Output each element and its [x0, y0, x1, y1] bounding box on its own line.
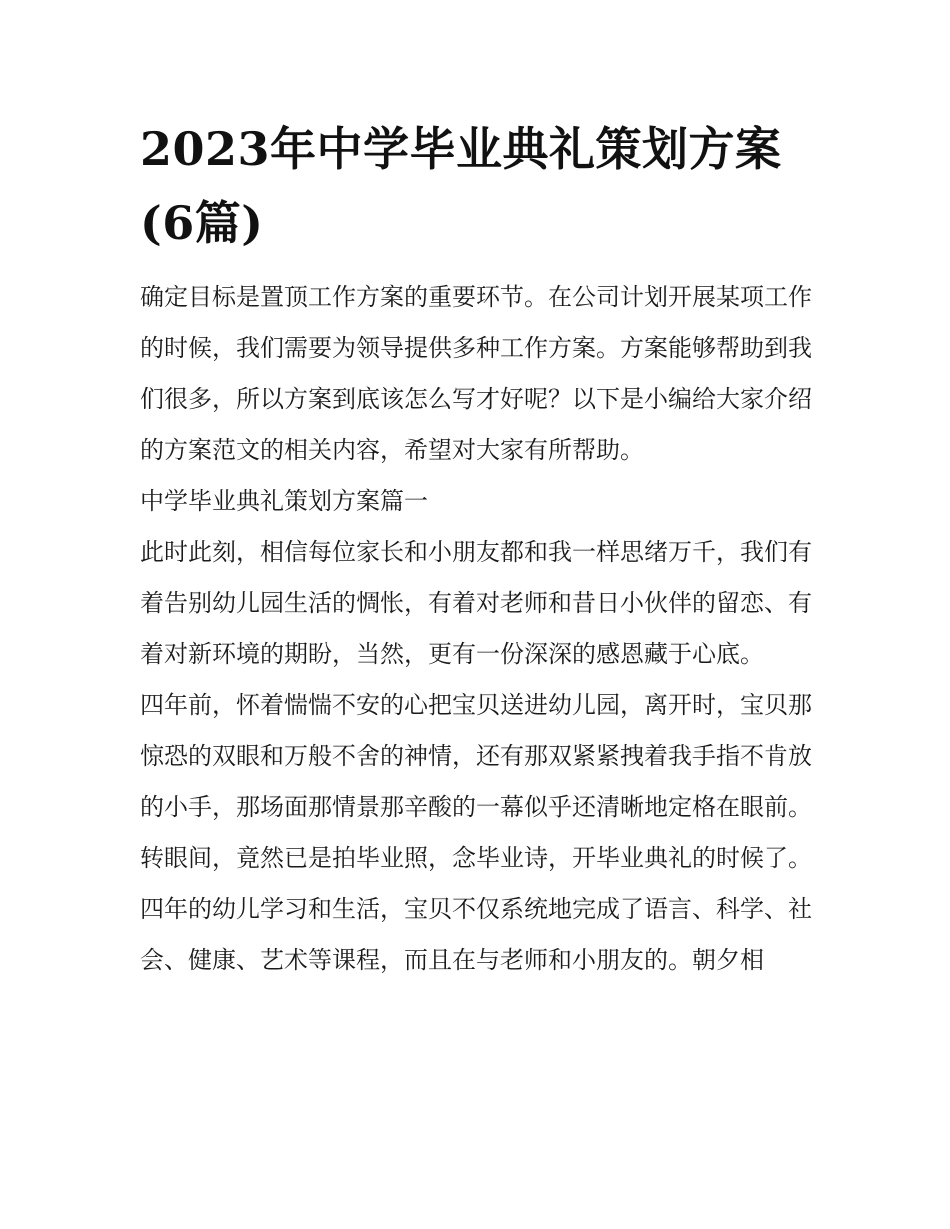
body-paragraph: 此时此刻，相信每位家长和小朋友都和我一样思绪万千，我们有着告别幼儿园生活的惆怅，有着对老师和昔日小伙伴的留恋、有着对新环境的期盼，当然，更有一份深深的感恩藏于心底。 [140, 538, 812, 668]
document-title: 2023年中学毕业典礼策划方案(6篇) [140, 122, 782, 250]
intro-paragraph: 确定目标是置顶工作方案的重要环节。在公司计划开展某项工作的时候，我们需要为领导提供多种工作方案。方案能够帮助到我们很多，所以方案到底该怎么写才好呢？以下是小编给大家介绍的方案范文的相关内容，希望对大家有所帮助。 [140, 283, 812, 464]
body-paragraph: 四年前，怀着惴惴不安的心把宝贝送进幼儿园，离开时，宝贝那惊恐的双眼和万般不舍的神情，还有那双紧紧拽着我手指不肯放的小手，那场面那情景那辛酸的一幕似乎还清晰地定格在眼前。转眼间，竟然已是拍毕业照，念毕业诗，开毕业典礼的时候了。 [140, 691, 812, 872]
document-body [140, 112, 812, 986]
body-paragraph: 四年的幼儿学习和生活，宝贝不仅系统地完成了语言、科学、社会、健康、艺术等课程，而且在与老师和小朋友的。朝夕相 [140, 895, 812, 974]
section-heading: 中学毕业典礼策划方案篇一 [140, 487, 428, 515]
